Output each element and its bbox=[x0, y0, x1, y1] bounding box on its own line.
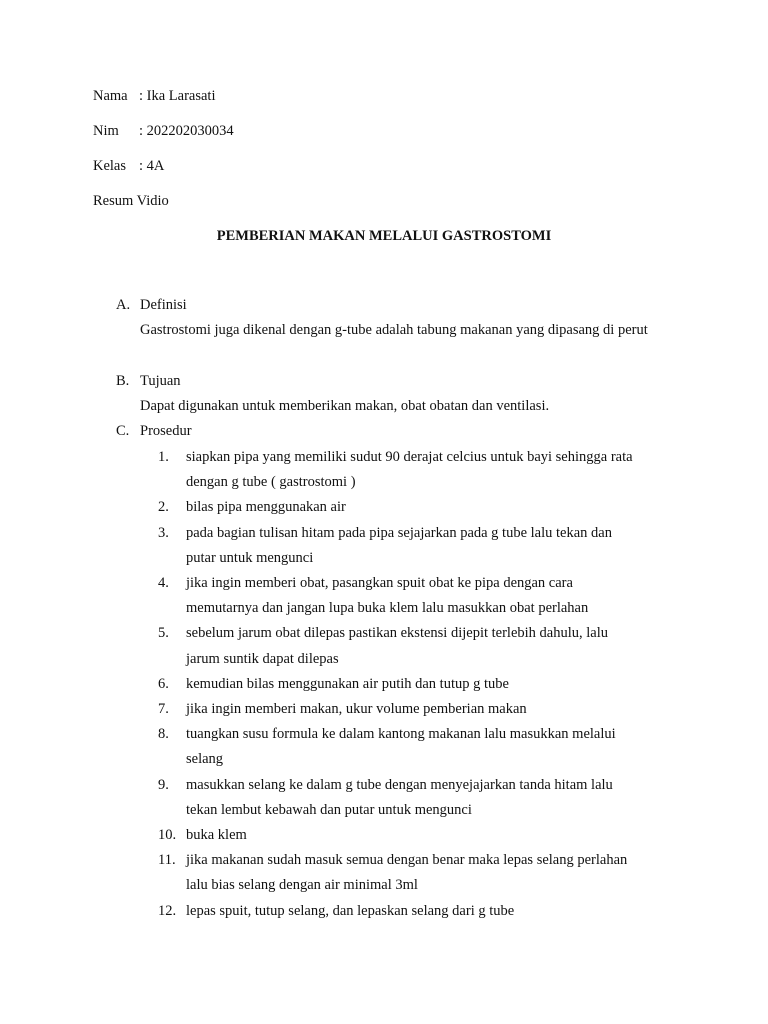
section-a-letter: A. bbox=[116, 297, 131, 313]
nim-label: Nim bbox=[93, 123, 119, 139]
procedure-step-number: 11. bbox=[158, 852, 176, 869]
procedure-step-line: lepas spuit, tutup selang, dan lepaskan selang dari g tube bbox=[186, 902, 515, 919]
procedure-step-line: putar untuk mengunci bbox=[186, 549, 314, 566]
section-b-body: Dapat digunakan untuk memberikan makan, obat obatan dan ventilasi. bbox=[140, 398, 550, 414]
section-a-body: Gastrostomi juga dikenal dengan g-tube adalah tabung makanan yang dipasang di perut bbox=[140, 322, 648, 338]
procedure-step-text bbox=[186, 899, 678, 924]
resume-subtitle: Resum Vidio bbox=[93, 193, 169, 209]
nim-value: : 202202030034 bbox=[139, 123, 234, 139]
procedure-step-text bbox=[186, 848, 678, 898]
procedure-step bbox=[158, 697, 678, 722]
procedure-step-number: 4. bbox=[158, 575, 169, 592]
kelas-label: Kelas bbox=[93, 158, 127, 174]
section-c-heading bbox=[116, 422, 192, 440]
procedure-step-number: 1. bbox=[158, 449, 169, 465]
procedure-step-line: jika ingin memberi obat, pasangkan spuit obat ke pipa dengan cara bbox=[186, 575, 573, 592]
procedure-step-text bbox=[186, 722, 678, 772]
procedure-step-text bbox=[186, 773, 678, 823]
procedure-step-line: tekan lembut kebawah dan putar untuk mengunci bbox=[186, 801, 472, 818]
procedure-step-number: 3. bbox=[158, 524, 169, 541]
nim-row bbox=[93, 122, 234, 140]
procedure-step-line: jika ingin memberi makan, ukur volume pemberian makan bbox=[186, 701, 527, 718]
procedure-list bbox=[158, 445, 678, 924]
procedure-step-line: kemudian bilas menggunakan air putih dan tutup g tube bbox=[186, 675, 509, 692]
section-b-heading bbox=[116, 372, 181, 390]
section-c-title: Prosedur bbox=[140, 423, 192, 439]
document-title: PEMBERIAN MAKAN MELALUI GASTROSTOMI bbox=[216, 228, 552, 244]
procedure-step bbox=[158, 899, 678, 924]
procedure-step-number: 5. bbox=[158, 625, 169, 642]
procedure-step-line: pada bagian tulisan hitam pada pipa sejajarkan pada g tube lalu tekan dan bbox=[186, 524, 612, 541]
procedure-step-number: 10. bbox=[158, 827, 177, 844]
procedure-step bbox=[158, 823, 678, 848]
procedure-step bbox=[158, 848, 678, 898]
procedure-step-number: 8. bbox=[158, 726, 169, 743]
procedure-step bbox=[158, 445, 678, 495]
procedure-step bbox=[158, 571, 678, 621]
procedure-step-line: bilas pipa menggunakan air bbox=[186, 499, 346, 516]
procedure-step-line: selang bbox=[186, 751, 224, 768]
procedure-step-line: siapkan pipa yang memiliki sudut 90 derajat celcius untuk bayi sehingga rata bbox=[186, 449, 633, 465]
nama-row bbox=[93, 87, 216, 105]
procedure-step-number: 9. bbox=[158, 776, 169, 793]
procedure-step bbox=[158, 672, 678, 697]
procedure-step-line: buka klem bbox=[186, 827, 247, 844]
nama-label: Nama bbox=[93, 88, 128, 104]
section-b-title: Tujuan bbox=[140, 373, 181, 389]
procedure-step-text bbox=[186, 495, 678, 520]
procedure-step-number: 12. bbox=[158, 902, 177, 919]
kelas-row bbox=[93, 157, 164, 175]
procedure-step-number: 6. bbox=[158, 675, 169, 692]
section-c-letter: C. bbox=[116, 423, 130, 439]
procedure-step-text bbox=[186, 823, 678, 848]
procedure-step-line: jika makanan sudah masuk semua dengan benar maka lepas selang perlahan bbox=[186, 852, 628, 869]
procedure-step bbox=[158, 722, 678, 772]
procedure-step bbox=[158, 773, 678, 823]
procedure-step-text bbox=[186, 571, 678, 621]
procedure-step-text bbox=[186, 697, 678, 722]
procedure-step-number: 7. bbox=[158, 701, 169, 718]
procedure-step-text bbox=[186, 672, 678, 697]
procedure-step-line: sebelum jarum obat dilepas pastikan ekstensi dijepit terlebih dahulu, lalu bbox=[186, 625, 609, 642]
section-a-heading bbox=[116, 296, 187, 314]
procedure-step-text bbox=[186, 621, 678, 671]
section-a-title: Definisi bbox=[140, 297, 187, 313]
procedure-step-line: masukkan selang ke dalam g tube dengan menyejajarkan tanda hitam lalu bbox=[186, 776, 613, 793]
procedure-step bbox=[158, 521, 678, 571]
procedure-step-text bbox=[186, 521, 678, 571]
procedure-step-line: lalu bias selang dengan air minimal 3ml bbox=[186, 877, 418, 894]
procedure-step-number: 2. bbox=[158, 499, 169, 516]
procedure-step bbox=[158, 621, 678, 671]
nama-value: : Ika Larasati bbox=[139, 88, 216, 104]
procedure-step-line: tuangkan susu formula ke dalam kantong makanan lalu masukkan melalui bbox=[186, 726, 616, 743]
procedure-step-line: memutarnya dan jangan lupa buka klem lalu masukkan obat perlahan bbox=[186, 600, 589, 617]
procedure-step-line: dengan g tube ( gastrostomi ) bbox=[186, 474, 356, 491]
procedure-step-text bbox=[186, 445, 678, 495]
kelas-value: : 4A bbox=[139, 158, 165, 174]
procedure-step bbox=[158, 495, 678, 520]
procedure-step-line: jarum suntik dapat dilepas bbox=[186, 650, 339, 667]
section-b-letter: B. bbox=[116, 373, 130, 389]
